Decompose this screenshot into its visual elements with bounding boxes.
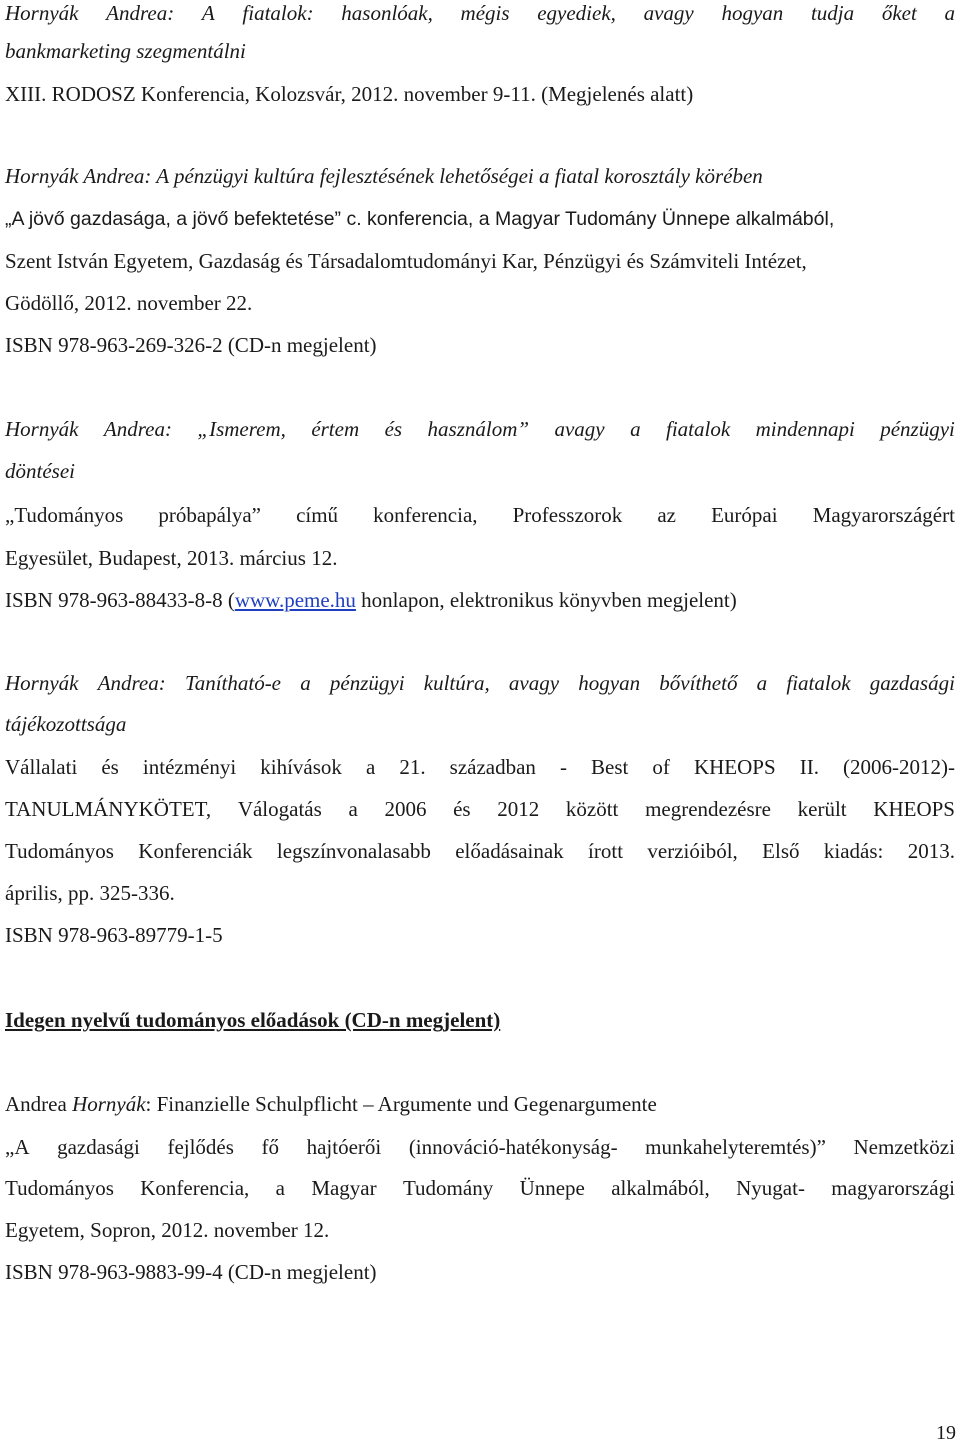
word: és xyxy=(453,797,471,821)
word: őket xyxy=(881,1,917,25)
word: of xyxy=(652,755,670,779)
word: próbapálya” xyxy=(158,503,261,527)
word: mindennapi xyxy=(755,417,855,441)
word: Nyugat- xyxy=(736,1176,805,1200)
word: és xyxy=(384,417,403,441)
word: Tudomány xyxy=(402,1176,494,1200)
word: hasonlóak, xyxy=(341,1,433,25)
word: fejlődés xyxy=(167,1135,234,1159)
entry-2-venue-line-2: Szent István Egyetem, Gazdaság és Társadalomtudományi Kar, Pénzügyi és Számviteli Intézet, xyxy=(5,249,807,273)
word: használom” xyxy=(427,417,530,441)
entry-4-title-line-1 xyxy=(5,670,955,696)
word: a xyxy=(300,671,311,695)
word: és xyxy=(101,755,119,779)
section-heading: Idegen nyelvű tudományos előadások (CD-n megjelent) xyxy=(5,1008,501,1032)
entry-3-isbn-prefix: ISBN 978-963-88433-8-8 ( xyxy=(5,588,235,612)
word: konferencia, xyxy=(373,503,478,527)
word: avagy xyxy=(508,671,560,695)
word: előadásainak xyxy=(455,839,564,863)
word: a xyxy=(756,671,768,695)
word: fiatalok: xyxy=(242,1,314,25)
word: 21. xyxy=(399,755,426,779)
word: megrendezésre xyxy=(645,797,771,821)
word: legszínvonalasabb xyxy=(276,839,431,863)
word: Best xyxy=(591,755,629,779)
word: verzióiból, xyxy=(647,839,738,863)
entry-3-venue-line-1 xyxy=(5,502,955,528)
word: „A xyxy=(5,1135,30,1159)
foreign-entry-venue-line-1 xyxy=(5,1134,955,1160)
entry-3-title-line-2: döntései xyxy=(5,459,75,483)
entry-4-venue-line-3 xyxy=(5,838,955,864)
foreign-entry-author-last: Hornyák xyxy=(72,1092,146,1116)
word: II. xyxy=(799,755,819,779)
word: Első xyxy=(762,839,800,863)
word: kihívások xyxy=(260,755,342,779)
entry-1-title-line-1 xyxy=(5,0,955,26)
word: Tudományos xyxy=(5,839,114,863)
word: „Ismerem, xyxy=(197,417,286,441)
word: Magyarországért xyxy=(812,503,955,527)
word: Európai xyxy=(711,503,778,527)
entry-3-isbn xyxy=(5,587,955,613)
word: Ünnepe xyxy=(519,1176,585,1200)
word: KHEOPS xyxy=(873,797,955,821)
word: Hornyák xyxy=(5,1,79,25)
word: a xyxy=(275,1176,285,1200)
word: fiatalok xyxy=(666,417,731,441)
word: intézményi xyxy=(142,755,237,779)
foreign-entry-venue-line-2 xyxy=(5,1175,955,1201)
word: kiadás: xyxy=(823,839,884,863)
word: a xyxy=(365,755,376,779)
word: avagy xyxy=(554,417,605,441)
word: egyediek, xyxy=(537,1,616,25)
word: a xyxy=(630,417,641,441)
word: munkahelyteremtés)” xyxy=(645,1135,826,1159)
word: bővíthető xyxy=(659,671,738,695)
entry-4-isbn: ISBN 978-963-89779-1-5 xyxy=(5,923,223,947)
word: TANULMÁNYKÖTET, xyxy=(5,797,212,821)
entry-1-title-line-2: bankmarketing szegmentálni xyxy=(5,39,246,63)
word: fő xyxy=(261,1135,280,1159)
word: gazdasági xyxy=(57,1135,140,1159)
word: hogyan xyxy=(721,1,784,25)
word: között xyxy=(565,797,619,821)
word: hogyan xyxy=(578,671,641,695)
word: Vállalati xyxy=(5,755,78,779)
word: fiatalok xyxy=(786,671,851,695)
word: Nemzetközi xyxy=(853,1135,955,1159)
word: Tudományos xyxy=(5,1176,114,1200)
word: 2006 xyxy=(384,797,427,821)
entry-2-venue-line-3: Gödöllő, 2012. november 22. xyxy=(5,291,253,315)
entry-3-venue-line-2: Egyesület, Budapest, 2013. március 12. xyxy=(5,546,338,570)
word: került xyxy=(797,797,847,821)
word: értem xyxy=(311,417,360,441)
word: Andrea: xyxy=(97,671,166,695)
word: Konferencia, xyxy=(140,1176,250,1200)
word: KHEOPS xyxy=(693,755,776,779)
word: A xyxy=(201,1,215,25)
word: című xyxy=(296,503,339,527)
entry-2-isbn: ISBN 978-963-269-326-2 (CD-n megjelent) xyxy=(5,333,377,357)
entry-4-venue-line-1 xyxy=(5,754,955,780)
word: Tanítható-e xyxy=(184,671,282,695)
word: (2006-2012)- xyxy=(843,755,955,779)
foreign-entry-author-first: Andrea xyxy=(5,1092,73,1116)
foreign-entry-venue-line-3: Egyetem, Sopron, 2012. november 12. xyxy=(5,1218,330,1242)
word: kultúra, xyxy=(423,671,490,695)
word: avagy xyxy=(643,1,694,25)
foreign-entry-title xyxy=(5,1091,955,1117)
word: Válogatás xyxy=(237,797,322,821)
entry-4-title-line-2: tájékozottsága xyxy=(5,712,127,736)
word: írott xyxy=(588,839,624,863)
word: gazdasági xyxy=(869,671,955,695)
word: Professzorok xyxy=(512,503,623,527)
word: - xyxy=(559,755,567,779)
word: az xyxy=(657,503,677,527)
word: Konferenciák xyxy=(138,839,253,863)
foreign-entry-isbn: ISBN 978-963-9883-99-4 (CD-n megjelent) xyxy=(5,1260,377,1284)
entry-4-venue-line-2 xyxy=(5,796,955,822)
word: tudja xyxy=(810,1,855,25)
entry-2-title: Hornyák Andrea: A pénzügyi kultúra fejlesztésének lehetőségei a fiatal korosztály körében xyxy=(5,164,763,188)
foreign-entry-title-text: : Finanzielle Schulpflicht – Argumente und Gegenargumente xyxy=(145,1092,657,1116)
entry-4-venue-line-4: április, pp. 325-336. xyxy=(5,881,175,905)
entry-2-venue-line-1: „A jövő gazdasága, a jövő befektetése” c. konferencia, a Magyar Tudomány Ünnepe alkalmából, xyxy=(5,208,835,230)
word: pénzügyi xyxy=(880,417,955,441)
peme-website-link[interactable]: www.peme.hu xyxy=(234,588,356,612)
word: a xyxy=(944,1,955,25)
word: pénzügyi xyxy=(329,671,405,695)
word: Hornyák xyxy=(5,671,79,695)
entry-3-title-line-1 xyxy=(5,416,955,442)
word: Andrea: xyxy=(103,417,172,441)
word: alkalmából, xyxy=(611,1176,710,1200)
word: (innováció-hatékonyság- xyxy=(408,1135,618,1159)
entry-3-isbn-suffix: honlapon, elektronikus könyvben megjelent) xyxy=(355,588,737,612)
word: a xyxy=(348,797,358,821)
word: 2013. xyxy=(907,839,955,863)
word: 2012 xyxy=(497,797,540,821)
word: mégis xyxy=(460,1,510,25)
word: Hornyák xyxy=(5,417,79,441)
entry-1-venue: XIII. RODOSZ Konferencia, Kolozsvár, 2012. november 9-11. (Megjelenés alatt) xyxy=(5,82,694,106)
word: „Tudományos xyxy=(5,503,124,527)
word: Andrea: xyxy=(106,1,175,25)
word: Magyar xyxy=(311,1176,377,1200)
word: hajtóerői xyxy=(306,1135,382,1159)
page-number: 19 xyxy=(936,1422,956,1444)
word: magyarországi xyxy=(831,1176,955,1200)
word: században xyxy=(449,755,536,779)
